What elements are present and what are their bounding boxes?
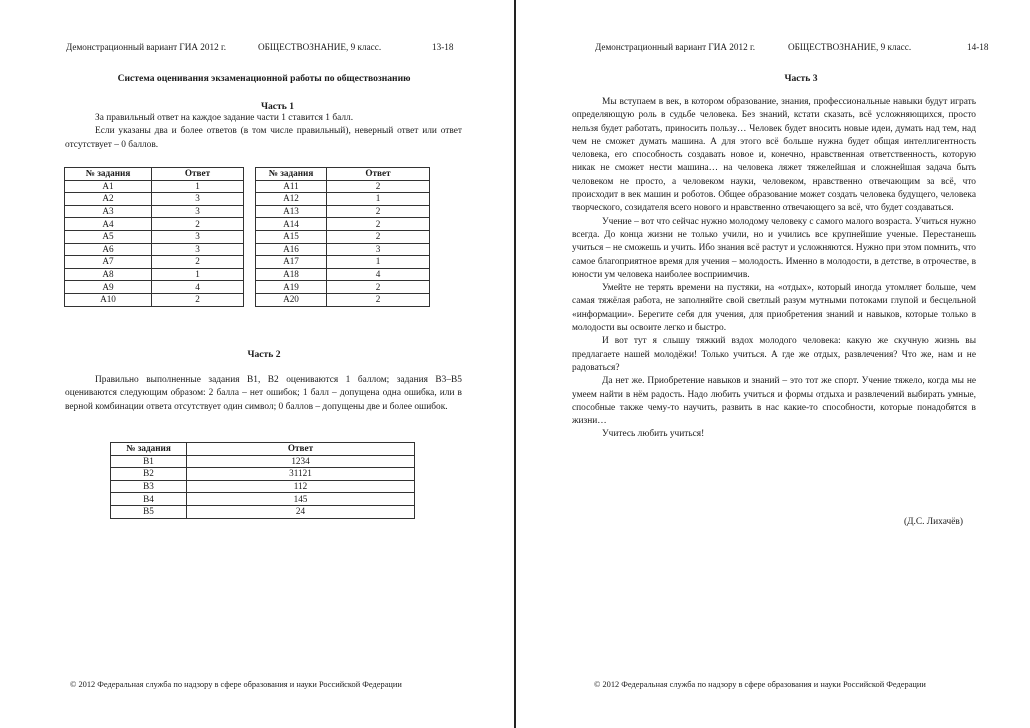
task-number-cell: A5 — [65, 230, 152, 243]
answer-cell: 2 — [327, 293, 430, 306]
table-row — [111, 493, 415, 506]
task-number-cell: A15 — [256, 230, 327, 243]
header-title: Демонстрационный вариант ГИА 2012 г. — [595, 42, 755, 52]
answers-table-a1-a10 — [64, 167, 244, 307]
task-number-cell: B2 — [111, 468, 187, 481]
answers-table-a11-a20 — [255, 167, 430, 307]
answer-cell: 1234 — [187, 455, 415, 468]
table-body — [111, 455, 415, 518]
table-row — [256, 243, 430, 256]
task-number-cell: A10 — [65, 293, 152, 306]
answer-cell: 1 — [152, 268, 244, 281]
answer-cell: 4 — [327, 268, 430, 281]
table-row — [256, 193, 430, 206]
author-signature: (Д.С. Лихачёв) — [904, 517, 963, 527]
answer-cell: 3 — [152, 230, 244, 243]
task-number-cell: A20 — [256, 293, 327, 306]
part3-title: Часть 3 — [784, 73, 818, 84]
table-row — [256, 268, 430, 281]
task-number-cell: A3 — [65, 205, 152, 218]
part3-paragraph: Учитесь любить учиться! — [602, 429, 705, 440]
table-row — [256, 218, 430, 231]
part3-paragraph: Да нет же. Приобретение навыков и знаний – это тот же спорт. Учение тяжело, когда мы не умеем найти в нём радость. Надо любить учиться и формы отдыха и развлечений выбирать умные, способные также чему-то научить, развить в нас какие-то способности, которые понадобятся в жизни… — [572, 376, 976, 427]
table-row — [65, 268, 244, 281]
page-footer: © 2012 Федеральная служба по надзору в сфере образования и науки Российской Федерации — [70, 680, 402, 689]
table-row — [65, 293, 244, 306]
part3-paragraph: Мы вступаем в век, в котором образование, знания, профессиональные навыки будут играть определяющую роль в судьбе человека. Без знаний, кстати сказать, всё усложняющихся, просто нельзя будет работать, приносить пользу… Человек будет вносить новые идеи, думать над тем, над чем не сможет думать машина. А для этого всё больше нужна будет общая интеллигентность человека, его способность создавать новое и, конечно, нравственная ответственность, которую никак не сможет нести машина… на человека ляжет тяжелейшая и сложнейшая задача быть человеком не просто, а человеком науки, человеком, нравственно отвечающим за всё, что происходит в век машин и роботов. Общее образование может создать человека будущего, человека творческого, созидателя всего нового и нравственно отвечающего за всё, что будет создаваться. — [572, 97, 976, 214]
answer-cell: 3 — [327, 243, 430, 256]
header-title: Демонстрационный вариант ГИА 2012 г. — [66, 42, 226, 52]
answer-cell: 2 — [327, 180, 430, 193]
part1-paragraph: За правильный ответ на каждое задание части 1 ставится 1 балл. — [95, 113, 354, 123]
part2-text — [65, 374, 462, 414]
table-row — [65, 205, 244, 218]
part1-paragraph: Если указаны два и более ответов (в том числе правильный), неверный ответ или ответ отсутствует – 0 баллов. — [65, 126, 462, 150]
part1-title: Часть 1 — [260, 101, 295, 112]
answer-cell: 2 — [152, 293, 244, 306]
answer-cell: 112 — [187, 480, 415, 493]
part2-title: Часть 2 — [247, 349, 281, 360]
table-row — [111, 455, 415, 468]
table-row — [256, 256, 430, 269]
part3-paragraph: И вот тут я слышу тяжкий вздох молодого человека: какую же скучную жизнь вы предлагаете нашей молодёжи! Только учиться. А где же отдых, развлечения? Что же, нам и не радоваться? — [572, 336, 976, 373]
answer-cell: 2 — [327, 230, 430, 243]
answer-cell: 1 — [327, 256, 430, 269]
table-body — [65, 180, 244, 306]
header-subject: ОБЩЕСТВОЗНАНИЕ, 9 класс. — [788, 42, 912, 52]
task-number-cell: B3 — [111, 480, 187, 493]
table-row — [111, 505, 415, 518]
column-header-task: № задания — [111, 443, 187, 456]
part3-paragraph: Учение – вот что сейчас нужно молодому человеку с самого малого возраста. Учиться нужно всегда. До конца жизни не только учили, но и учились все крупнейшие ученые. Перестанешь учиться – не сможешь и учить. Ибо знания всё растут и усложняются. Нужно при этом помнить, что самое благоприятное время для учения – молодость. Именно в молодости, в детстве, в отрочестве, в юности ум человека наиболее восприимчив. — [572, 216, 976, 280]
header-subject: ОБЩЕСТВОЗНАНИЕ, 9 класс. — [258, 42, 382, 52]
part2-paragraph: Правильно выполненные задания B1, B2 оцениваются 1 баллом; задания B3–B5 оцениваются следующим образом: 2 балла – нет ошибок; 1 балл – допущена одна ошибка, или в верной комбинации ответа отсутствует один символ; 0 баллов – допущены две и более ошибок. — [65, 375, 462, 412]
table-row — [256, 293, 430, 306]
table-row — [111, 480, 415, 493]
task-number-cell: B1 — [111, 455, 187, 468]
table-row — [111, 468, 415, 481]
table-row — [256, 281, 430, 294]
section-title: Система оценивания экзаменационной работы по обществознанию — [117, 73, 411, 84]
task-number-cell: A1 — [65, 180, 152, 193]
header-page-number: 14-18 — [967, 42, 989, 52]
column-header-answer: Ответ — [187, 443, 415, 456]
table-row — [256, 205, 430, 218]
answer-cell: 1 — [152, 180, 244, 193]
task-number-cell: A8 — [65, 268, 152, 281]
task-number-cell: A2 — [65, 193, 152, 206]
task-number-cell: A18 — [256, 268, 327, 281]
task-number-cell: A12 — [256, 193, 327, 206]
task-number-cell: A6 — [65, 243, 152, 256]
column-header-answer: Ответ — [327, 168, 430, 181]
column-header-task: № задания — [256, 168, 327, 181]
part1-text — [65, 112, 462, 152]
table-row — [65, 218, 244, 231]
answer-cell: 2 — [152, 256, 244, 269]
task-number-cell: A19 — [256, 281, 327, 294]
right-page — [515, 0, 1030, 728]
answer-cell: 2 — [327, 218, 430, 231]
task-number-cell: B5 — [111, 505, 187, 518]
table-row — [65, 193, 244, 206]
answer-cell: 145 — [187, 493, 415, 506]
part3-text — [572, 96, 976, 442]
answer-cell: 31121 — [187, 468, 415, 481]
task-number-cell: A7 — [65, 256, 152, 269]
answers-table-b1-b5 — [110, 442, 415, 519]
task-number-cell: B4 — [111, 493, 187, 506]
column-header-task: № задания — [65, 168, 152, 181]
table-row — [65, 243, 244, 256]
table-row — [65, 256, 244, 269]
task-number-cell: A17 — [256, 256, 327, 269]
answer-cell: 3 — [152, 243, 244, 256]
answer-cell: 3 — [152, 193, 244, 206]
task-number-cell: A13 — [256, 205, 327, 218]
answer-cell: 24 — [187, 505, 415, 518]
table-row — [65, 230, 244, 243]
task-number-cell: A14 — [256, 218, 327, 231]
table-row — [256, 230, 430, 243]
table-row — [65, 180, 244, 193]
page-footer: © 2012 Федеральная служба по надзору в сфере образования и науки Российской Федерации — [594, 680, 926, 689]
answer-cell: 4 — [152, 281, 244, 294]
answer-cell: 1 — [327, 193, 430, 206]
answer-cell: 2 — [327, 205, 430, 218]
table-row — [256, 180, 430, 193]
table-row — [65, 281, 244, 294]
answer-cell: 3 — [152, 205, 244, 218]
task-number-cell: A4 — [65, 218, 152, 231]
answer-cell: 2 — [152, 218, 244, 231]
header-page-number: 13-18 — [432, 42, 454, 52]
column-header-answer: Ответ — [152, 168, 244, 181]
part3-paragraph: Умейте не терять времени на пустяки, на «отдых», который иногда утомляет больше, чем самая тяжёлая работа, не заполняйте свой светлый разум мутными потоками глупой и бесцельной «информации». Берегите себя для учения, для приобретения знаний и навыков, которые только в молодости вы освоите легко и быстро. — [572, 283, 976, 334]
answer-cell: 2 — [327, 281, 430, 294]
task-number-cell: A11 — [256, 180, 327, 193]
table-body — [256, 180, 430, 306]
task-number-cell: A9 — [65, 281, 152, 294]
task-number-cell: A16 — [256, 243, 327, 256]
